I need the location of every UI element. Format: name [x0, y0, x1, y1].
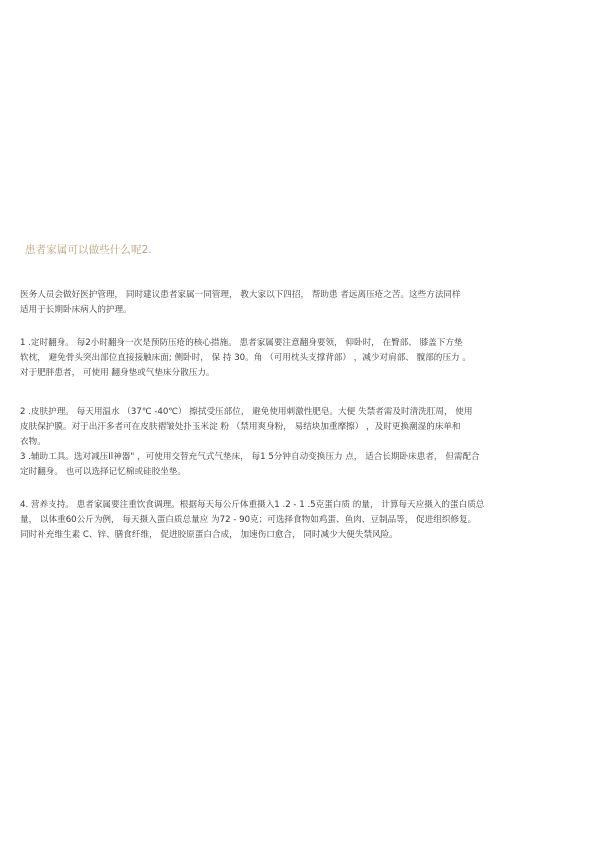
paragraph-line: 适用于长期卧床病人的护理。: [20, 305, 132, 315]
paragraph-line: 医务人员会做好医护管理， 同时建议患者家属一同管理， 教大家以下四招， 帮助患 者远离压疮之苦。这些方法同样: [20, 290, 461, 300]
paragraph-line: 4. 营养支持。 患者家属要注重饮食调理。根据每天每公斤体重摄入1 .2 - 1 .5克蛋白质 的量， 计算每天应摄入的蛋白质总: [20, 500, 485, 510]
paragraph-line: 软枕， 避免骨头突出部位直接接触床面; 侧卧时， 保 持 30。角 （可用枕头支撑背部） ，减少对肩部、 髋部的压力 。: [20, 353, 471, 363]
paragraph-line: 2 .皮肤护理。 每天用温水 （37℃ -40℃） 擦拭受压部位， 避免使用刺激性肥皂。大便 失禁者需及时清洗肛周， 使用: [20, 407, 473, 417]
paragraph-line: 同时补充维生素 C、锌、膳食纤维， 促进胶原蛋白合成， 加速伤口愈合， 同时减少大便失禁风险。: [20, 530, 398, 540]
tip-turning-paragraph: [20, 336, 580, 381]
section-heading: 患者家属可以做些什么呢2.: [25, 244, 152, 256]
paragraph-line: 衣物。: [20, 437, 46, 447]
intro-paragraph: [20, 288, 580, 318]
paragraph-line: 3 .辅助工具。选对减压Il神器" ，可使用交替充气式气垫床， 每1 5分钟自动变换压力 点， 适合长期卧床患者， 但需配合: [20, 452, 480, 462]
paragraph-line: 1 .定时翻身。 每2小时翻身一次是预防压疮的核心措施。 患者家属要注意翻身要领， 仰卧时， 在臀部、 膝盖下方垫: [20, 338, 463, 348]
paragraph-line: 量， 以体重60公斤为例， 每天摄入蛋白质总量应 为72 - 90克；可选择食物如鸡蛋、鱼肉、豆制品等， 促进组织修复。: [20, 515, 477, 525]
paragraph-line: 定时翻身。 也可以选择记忆棉或硅胶坐垫。: [20, 467, 187, 477]
paragraph-line: 对于肥胖患者， 可使用 翻身垫或气垫床分散压力。: [20, 368, 215, 378]
tip-nutrition-paragraph: [20, 498, 580, 543]
tip-skin-and-tools-paragraph: [20, 405, 580, 480]
paragraph-line: 皮肤保护膜。对于出汗多者可在皮肤褶皱处扑玉米淀 粉 （禁用爽身粉， 易结块加重摩擦） ，及时更换潮湿的床单和: [20, 422, 461, 432]
